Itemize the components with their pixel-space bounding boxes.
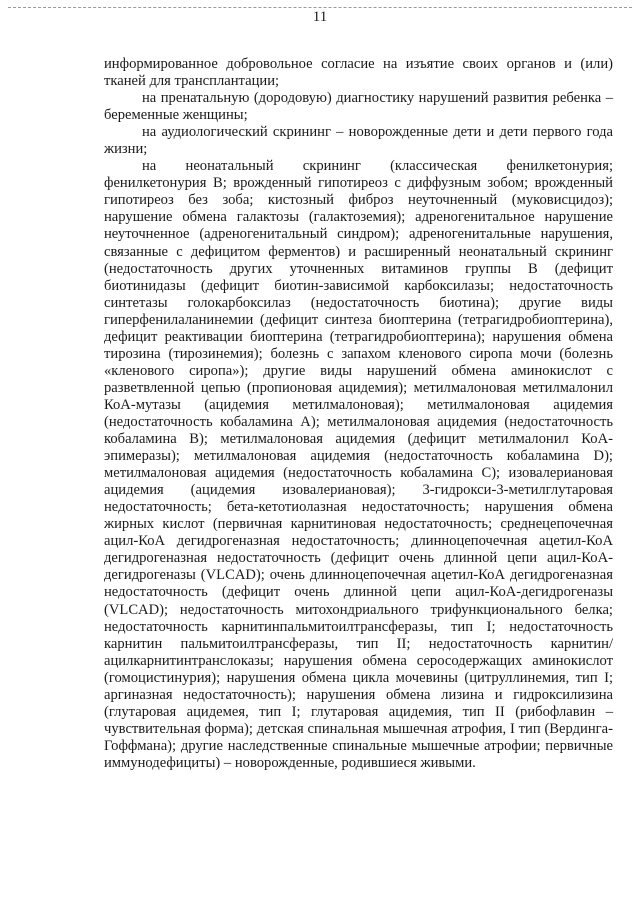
paragraph-neonatal-screening: на неонатальный скрининг (классическая фенилкетонурия; фенилкетонурия B; врожденный гипотиреоз с диффузным зобом; врожденный гипотиреоз без зоба; кистозный фиброз неуточненный (муковисцидоз); нарушение обмена галактозы (галактоземия); адреногенитальное нарушение неуточненное (адреногенитальный синдром); адреногенитальные нарушения, связанные с дефицитом ферментов) и расширенный неонатальный скрининг (недостаточность других уточненных витаминов группы B (дефицит биотинидазы (дефицит биотин-зависимой карбоксилазы; недостаточность синтетазы голокарбоксилаз (недостаточность биотина); другие виды гиперфенилаланинемии (дефицит синтеза биоптерина (тетрагидробиоптерина), дефицит реактивации биоптерина (тетрагидробиоптерина); нарушения обмена тирозина (тирозинемия); болезнь с запахом кленового сиропа мочи (болезнь «кленового сиропа»); другие виды нарушений обмена аминокислот с разветвленной цепью (пропионовая ацидемия); метилмалоновая метилмалонил КоА-мутазы (ацидемия метилмалоновая); метилмалоновая ацидемия (недостаточность кобаламина A); метилмалоновая ацидемия (недостаточность кобаламина B); метилмалоновая ацидемия (дефицит метилмалонил КоА-эпимеразы); метилмалоновая ацидемия (недостаточность кобаламина D); метилмалоновая ацидемия (недостаточность кобаламина C); изовалериановая ацидемия (ацидемия изовалериановая); 3-гидрокси-3-метилглутаровая недостаточность; бета-кетотиолазная недостаточность; нарушения обмена жирных кислот (первичная карнитиновая недостаточность; среднецепочечная ацил-КоА дегидрогеназная недостаточность; длинноцепочечная ацетил-КоА дегидрогеназная недостаточность (дефицит очень длинной цепи ацил-КоА-дегидрогеназы (VLCAD); очень длинноцепочечная ацетил-КоА дегидрогеназная недостаточность (дефицит очень длинной цепи ацил-КоА-дегидрогеназы (VLCAD); недостаточность митохондриального трифункционального белка; недостаточность карнитинпальмитоилтрансферазы, тип I; недостаточность карнитин пальмитоилтрансферазы, тип II; недостаточность карнитин/ацилкарнитинтранслоказы; нарушения обмена серосодержащих аминокислот (гомоцистинурия); нарушения обмена цикла мочевины (цитруллинемия, тип I; аргиназная недостаточность); нарушения обмена лизина и гидроксилизина (глутаровая ацидемея, тип I; глутаровая ацидемия, тип II (рибофлавин – чувствительная форма); детская спинальная мышечная атрофия, I тип (Вердинга-Гоффмана); другие наследственные спинальные мышечные атрофии; первичные иммунодефициты) – новорожденные, родившиеся живыми. — [104, 158, 613, 771]
paragraph-audiological-screening: на аудиологический скрининг – новорожденные дети и дети первого года жизни; — [104, 124, 613, 158]
page-top-border — [8, 7, 632, 8]
document-body — [104, 56, 613, 772]
page-number: 11 — [312, 9, 328, 25]
paragraph-organ-donation-consent: информированное добровольное согласие на изъятие своих органов и (или) тканей для трансплантации; — [104, 56, 613, 90]
paragraph-prenatal-diagnostics: на пренатальную (дородовую) диагностику нарушений развития ребенка – беременные женщины; — [104, 90, 613, 124]
